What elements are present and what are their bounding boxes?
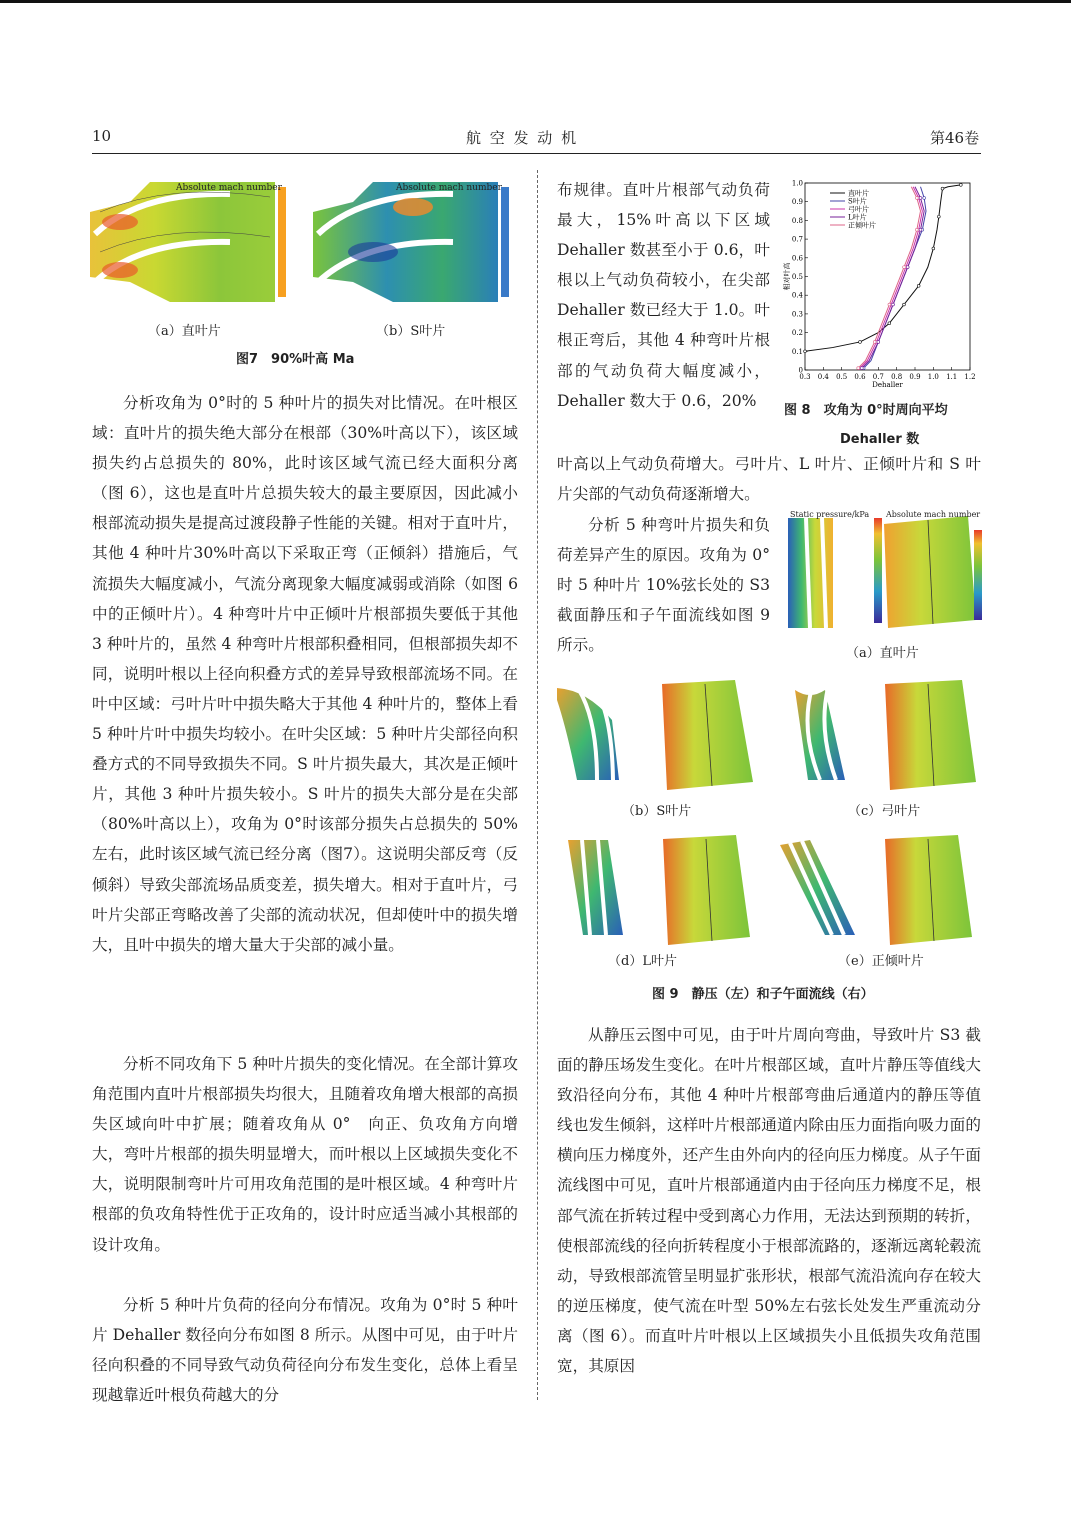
left-paragraph-1: 分析攻角为 0°时的 5 种叶片的损失对比情况。在叶根区域：直叶片的损失绝大部分在根部（30%叶高以下），该区域损失约占总损失的 80%，此时该区域气流已经大面积分离（图 6），这也是直叶片总损失较大的最主要原因，因此减小根部流动损失是提高过渡段静子性能的关键。相对于直叶片，其他 4 种叶片30%叶高以下采取正弯（正倾斜）措施后，气流损失大幅度减小，气流分离现象大幅度减弱或消除（如图 6中的正倾叶片）。4 种弯叶片中正倾叶片根部损失要低于其他 3 种叶片的，虽然 4 种弯叶片根部积叠相同，但根部损失却不同，说明叶根以上径向积叠方式的差异导致根部流场不同。在叶中区域：弓叶片叶中损失略大于其他 4 种叶片的，整体上看 5 种叶片叶中损失均较小。在叶尖区域：5 种叶片尖部径向积叠方式的不同导致损失不同。S 叶片损失最大，其次是正倾叶片，其他 3 种叶片损失较小。S 叶片的损失大部分是在尖部（80%叶高以上），攻角为 0°时该部分损失占总损失的 50%左右，此时该区域气流已经分离（图7）。这说明尖部反弯（反倾斜）导致尖部流场品质变差，损失增大。相对于直叶片，弓叶片尖部正弯略改善了尖部的流动状况，但却使叶中的损失增大，且叶中损失的增大量大于尖部的减小量。: [92, 394, 518, 954]
fig8-xtick-label: 1.2: [964, 373, 976, 381]
fig8-series-line: [860, 187, 922, 368]
fig8-xtick-label: 0.4: [817, 373, 829, 381]
fig8-legend-label: 直叶片: [848, 189, 869, 198]
fig8-xtick-label: 0.9: [909, 373, 921, 381]
fig8-xtick-label: 0.8: [891, 373, 903, 381]
volume-label: 第46卷: [930, 129, 980, 147]
fig9-sub-b: （b）S叶片: [622, 804, 692, 819]
fig8-ytick-label: 0.5: [791, 273, 803, 281]
fig8-data-point: [903, 266, 906, 269]
fig7-b-colorbar-title: Absolute mach number: [396, 183, 502, 193]
fig8-ytick-label: 0.6: [791, 254, 803, 263]
fig8-xtick-label: 1.1: [946, 373, 958, 381]
fig8-data-point: [917, 284, 920, 287]
left-paragraph-3: 分析 5 种叶片负荷的径向分布情况。攻角为 0°时 5 种叶片 Dehaller 数径向分布如图 8 所示。从图中可见，由于叶片径向积叠的不同导致气动负荷径向分布发生变化，总体上看呈现越靠近叶根负荷越大的分: [92, 1296, 518, 1405]
fig8-data-point: [860, 367, 863, 370]
fig8-xtick-label: 0.7: [872, 373, 884, 381]
fig8-ytick-label: 0: [798, 366, 803, 375]
fig8-data-point: [932, 247, 935, 250]
fig9-sub-a: （a）直叶片: [846, 646, 919, 661]
fig8-data-point: [915, 228, 918, 231]
fig8-ytick-label: 0.4: [791, 291, 803, 300]
column-divider: [537, 170, 538, 1400]
fig8-ytick-label: 0.1: [791, 347, 803, 356]
fig8-series-line: [858, 187, 920, 368]
fig7-caption: 图7 90%叶高 Ma: [236, 352, 355, 367]
fig7-a-colorbar-title: Absolute mach number: [176, 183, 282, 193]
fig9-sub-e: （e）正倾叶片: [838, 954, 924, 969]
fig9-b-panels: [557, 680, 757, 794]
fig8-caption-line2: Dehaller 数: [840, 432, 920, 447]
fig9-a-panels: [788, 510, 984, 634]
right-paragraph-1b: 叶高以上气动负荷增大。弓叶片、L 叶片、正倾叶片和 S 叶片尖部的气动负荷逐渐增大。: [557, 455, 981, 504]
fig9-sub-d: （d）L叶片: [608, 954, 677, 969]
fig8-data-point: [903, 303, 906, 306]
fig8-data-point: [877, 341, 880, 344]
fig8-data-point: [888, 322, 891, 325]
fig8-data-point: [915, 197, 918, 200]
fig9-sub-c: （c）弓叶片: [848, 804, 921, 819]
fig8-data-point: [923, 197, 926, 200]
fig8-ytick-label: 0.7: [791, 235, 803, 244]
fig8-data-point: [873, 341, 876, 344]
fig8-legend-label: L叶片: [848, 213, 867, 222]
fig8-data-point: [937, 215, 940, 218]
fig8-ytick-label: 0.8: [791, 216, 803, 225]
fig8-xtick-label: 1.0: [927, 373, 939, 381]
page-number: 10: [92, 127, 112, 145]
fig8-ylabel: 相对叶高: [783, 262, 791, 291]
fig8-data-point: [888, 303, 891, 306]
top-border: [0, 0, 1071, 3]
fig8-series-line: [864, 187, 926, 368]
right-paragraph-3: 从静压云图中可见，由于叶片周向弯曲，导致叶片 S3 截面的静压场发生变化。在叶片根部区域，直叶片静压等值线大致沿径向分布，其他 4 种叶片根部弯曲后通道内的静压等值线也发生倾斜，这样叶片根部通道内除由压力面指向吸力面的横向压力梯度外，还产生由外向内的径向压力梯度。从子午面流线图中可见，直叶片根部通道内由于径向压力梯度不足，根部气流在折转过程中受到离心力作用，无法达到预期的转折，使根部流线的径向折转程度小于根部流路的，逐渐远离轮毂流动，导致根部流管呈明显扩张形状，根部气流沿流向存在较大的逆压梯度，使气流在叶型 50%左右弦长处发生严重流动分离（图 6）。而直叶片叶根以上区域损失小且低损失攻角范围宽，其原因: [557, 1026, 981, 1376]
right-paragraph-2: 分析 5 种弯叶片损失和负荷差异产生的原因。攻角为 0°时 5 种叶片 10%弦长处的 S3 截面静压和子午面流线如图 9 所示。: [557, 516, 770, 655]
fig8-xtick-label: 0.6: [854, 373, 866, 381]
fig8-xtick-label: 0.5: [836, 373, 848, 381]
fig8-series-line: [862, 187, 924, 368]
fig9-d-panels: [568, 835, 758, 949]
fig8-chart: [785, 175, 980, 399]
fig9-caption: 图 9 静压（左）和子午面流线（右）: [652, 987, 874, 1002]
fig7-b-contour: [313, 182, 518, 308]
fig8-ytick-label: 1.0: [791, 179, 803, 188]
fig7-a-contour: [90, 182, 295, 308]
fig8-data-point: [919, 228, 922, 231]
fig9-e-panels: [780, 835, 975, 949]
fig8-legend-label: S叶片: [848, 197, 867, 206]
fig9-mach-title: Absolute mach number: [886, 510, 981, 519]
journal-title: 航 空 发 动 机: [466, 129, 579, 147]
fig8-ytick-label: 0.2: [791, 329, 803, 338]
fig9-c-panels: [790, 680, 980, 794]
fig8-ytick-label: 0.9: [791, 198, 803, 207]
fig8-data-point: [906, 266, 909, 269]
fig8-data-point: [941, 187, 944, 190]
fig8-legend-label: 弓叶片: [848, 205, 869, 214]
left-paragraph-2: 分析不同攻角下 5 种叶片损失的变化情况。在全部计算攻角范围内直叶片根部损失均很大，且随着攻角增大根部的高损失区域向叶中扩展；随着攻角从 0° 向正、负攻角方向增大，弯叶片根部的损失明显增大，而叶根以上区域损失变化不大，说明限制弯叶片可用攻角范围的是叶根区域。4 种弯叶片根部的负攻角特性优于正攻角的，设计时应适当减小其根部的设计攻角。: [92, 1055, 518, 1254]
fig8-data-point: [919, 197, 922, 200]
fig7-sub-a: （a）直叶片: [148, 324, 221, 339]
fig9-static-title: Static pressure/kPa: [790, 510, 870, 519]
fig8-data-point: [804, 350, 807, 353]
header-rule: [92, 153, 981, 154]
fig8-legend-label: 正倾叶片: [848, 221, 876, 230]
fig8-data-point: [959, 183, 962, 186]
fig8-ytick-label: 0.3: [791, 310, 803, 319]
fig8-data-point: [859, 341, 862, 344]
fig8-plot-frame: [805, 183, 970, 370]
fig8-xlabel: Dehaller: [872, 381, 903, 389]
fig8-data-point: [892, 303, 895, 306]
fig8-caption-line1: 图 8 攻角为 0°时周向平均: [784, 403, 948, 418]
right-paragraph-1a: 布规律。直叶片根部气动负荷最大，15%叶高以下区域 Dehaller 数甚至小于 0.6，叶根以上气动负荷较小，在尖部 Dehaller 数已经大于 1.0。叶根正弯后，其他 4 种弯叶片根部的气动负荷大幅度减小，Dehaller 数大于 0.6，20%: [557, 181, 770, 410]
fig8-data-point: [857, 367, 860, 370]
fig8-xtick-label: 0.3: [799, 373, 811, 381]
fig7-sub-b: （b）S叶片: [376, 324, 446, 339]
